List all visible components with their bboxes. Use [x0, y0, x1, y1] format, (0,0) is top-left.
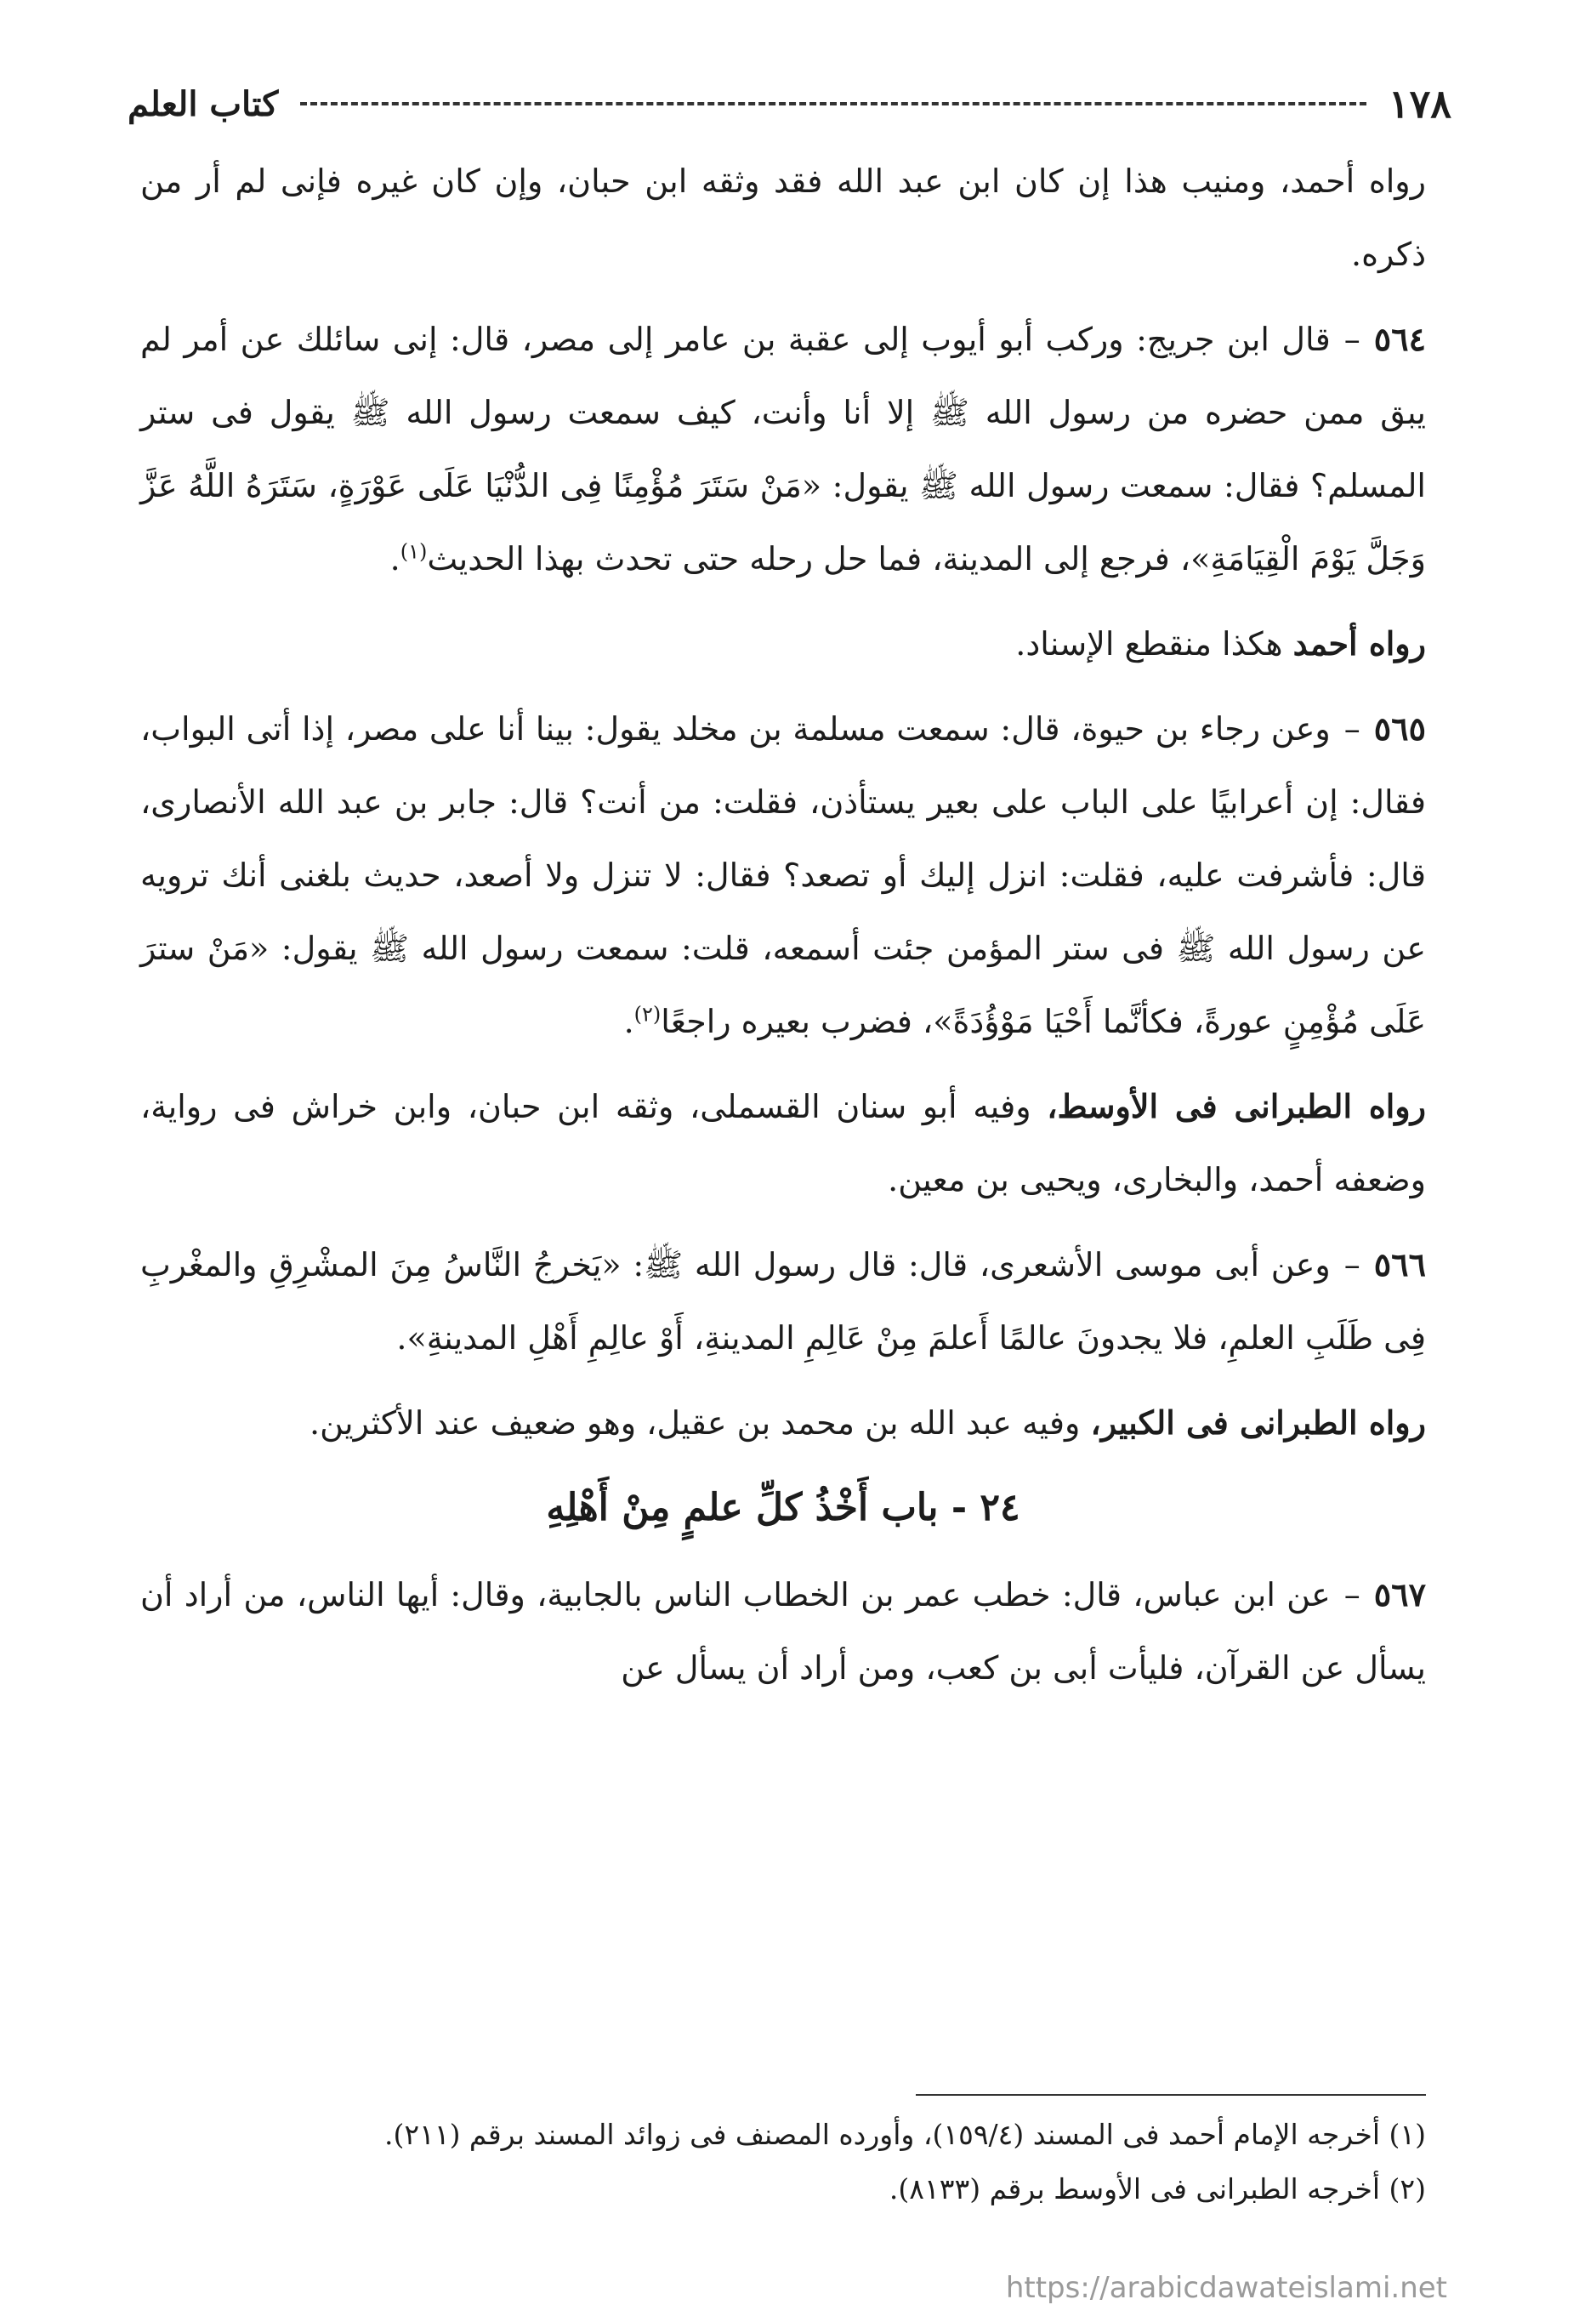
- hadith-564: [140, 303, 1426, 595]
- source-bold: رواه الطبرانى فى الأوسط،: [1047, 1087, 1427, 1125]
- page-header: [128, 78, 1451, 129]
- source-note-566: [140, 1386, 1426, 1460]
- source-rest: وفيه أبو سنان القسملى، وثقه ابن حبان، وابن خراش فى رواية، وضعفه أحمد، والبخارى، ويحيى بن معين.: [140, 1088, 1426, 1198]
- hadith-text: وعن رجاء بن حيوة، قال: سمعت مسلمة بن مخلد يقول: بينا أنا على مصر، إذا أتى البواب، فقال: إن أعرابيًا على الباب على بعير يستأذن، فقلت: من أنت؟ قال: جابر بن عبد الله الأنصارى، قال: فأشرفت عليه، فقلت: انزل إليك أو تصعد؟ فقال: لا تنزل ولا أصعد، حديث بلغنى أنك ترويه عن رسول الله ﷺ فى ستر المؤمن جئت أسمعه، قلت: سمعت رسول الله ﷺ يقول: «مَنْ سترَ عَلَى مُؤْمِنٍ عورةً، فكأنَّما أَحْيَا مَوْؤُدَةً»، فضرب بعيره راجعًا: [140, 710, 1426, 1040]
- book-title: كتاب العلم: [128, 83, 279, 124]
- source-rest: هكذا منقطع الإسناد.: [1015, 625, 1293, 663]
- footnote-1: (١) أخرجه الإمام أحمد فى المسند (١٥٩/٤)، وأورده المصنف فى زوائد المسند برقم (٢١١).: [384, 2118, 1426, 2151]
- number-dash: –: [1343, 321, 1360, 358]
- source-rest: وفيه عبد الله بن محمد بن عقيل، وهو ضعيف عند الأكثرين.: [310, 1404, 1091, 1442]
- footnote-separator: [916, 2094, 1426, 2096]
- page-body: [140, 145, 1426, 1716]
- hadith-text: وعن أبى موسى الأشعرى، قال: قال رسول الله ﷺ: «يَخرجُ النَّاسُ مِنَ المشْرِقِ والمغْربِ فِى طَلَبِ العلمِ، فلا يجدونَ عالمًا أَعلمَ مِنْ عَالِمِ المدينةِ، أَوْ عالِمِ أَهْلِ المدينةِ».: [140, 1246, 1426, 1357]
- number-dash: –: [1343, 1576, 1360, 1613]
- hadith-number: ٥٦٤: [1373, 320, 1426, 358]
- hadith-565: [140, 692, 1426, 1058]
- period: .: [623, 1003, 634, 1040]
- number-dash: –: [1343, 1246, 1360, 1283]
- page-number: ١٧٨: [1388, 81, 1451, 127]
- hadith-text: عن ابن عباس، قال: خطب عمر بن الخطاب الناس بالجابية، وقال: أيها الناس، من أراد أن يسأل عن القرآن، فليأت أبى بن كعب، ومن أراد أن يسأل عن: [140, 1576, 1426, 1687]
- footnote-ref: (١): [400, 539, 428, 564]
- source-note-564: [140, 607, 1426, 680]
- hadith-566: [140, 1228, 1426, 1374]
- footnote-2: (٢) أخرجه الطبرانى فى الأوسط برقم (٨١٣٣).: [889, 2172, 1426, 2205]
- hadith-text: قال ابن جريج: وركب أبو أيوب إلى عقبة بن عامر إلى مصر، قال: إنى سائلك عن أمر لم يبق ممن حضره من رسول الله ﷺ إلا أنا وأنت، كيف سمعت رسول الله ﷺ يقول فى ستر المسلم؟ فقال: سمعت رسول الله ﷺ يقول: «مَنْ سَتَرَ مُؤْمِنًا فِى الدُّنْيَا عَلَى عَوْرَةٍ، سَتَرَهُ اللَّهُ عَزَّ وَجَلَّ يَوْمَ الْقِيَامَةِ»، فرجع إلى المدينة، فما حل رحله حتى تحدث بهذا الحديث: [140, 321, 1426, 578]
- source-note-565: [140, 1070, 1426, 1216]
- hadith-number: ٥٦٦: [1373, 1245, 1426, 1283]
- footnotes: [140, 2108, 1426, 2217]
- hadith-number: ٥٦٧: [1373, 1575, 1426, 1613]
- number-dash: –: [1343, 710, 1360, 748]
- header-dashed-rule: [300, 102, 1366, 105]
- paragraph-source-note: [140, 145, 1426, 291]
- period: .: [389, 540, 400, 578]
- footnote-ref: (٢): [633, 1002, 662, 1027]
- hadith-567: [140, 1558, 1426, 1705]
- source-bold: رواه أحمد: [1292, 624, 1426, 663]
- paragraph-text: رواه أحمد، ومنيب هذا إن كان ابن عبد الله فقد وثقه ابن حبان، وإن كان غيره فإنى لم أر من ذكره.: [140, 162, 1426, 273]
- hadith-number: ٥٦٥: [1373, 709, 1426, 748]
- source-bold: رواه الطبرانى فى الكبير،: [1090, 1403, 1426, 1442]
- watermark-url: https://arabicdawateislami.net: [1005, 2271, 1447, 2305]
- section-heading: ٢٤ - باب أَخْذُ كلِّ علمٍ مِنْ أَهْلِهِ: [546, 1486, 1020, 1529]
